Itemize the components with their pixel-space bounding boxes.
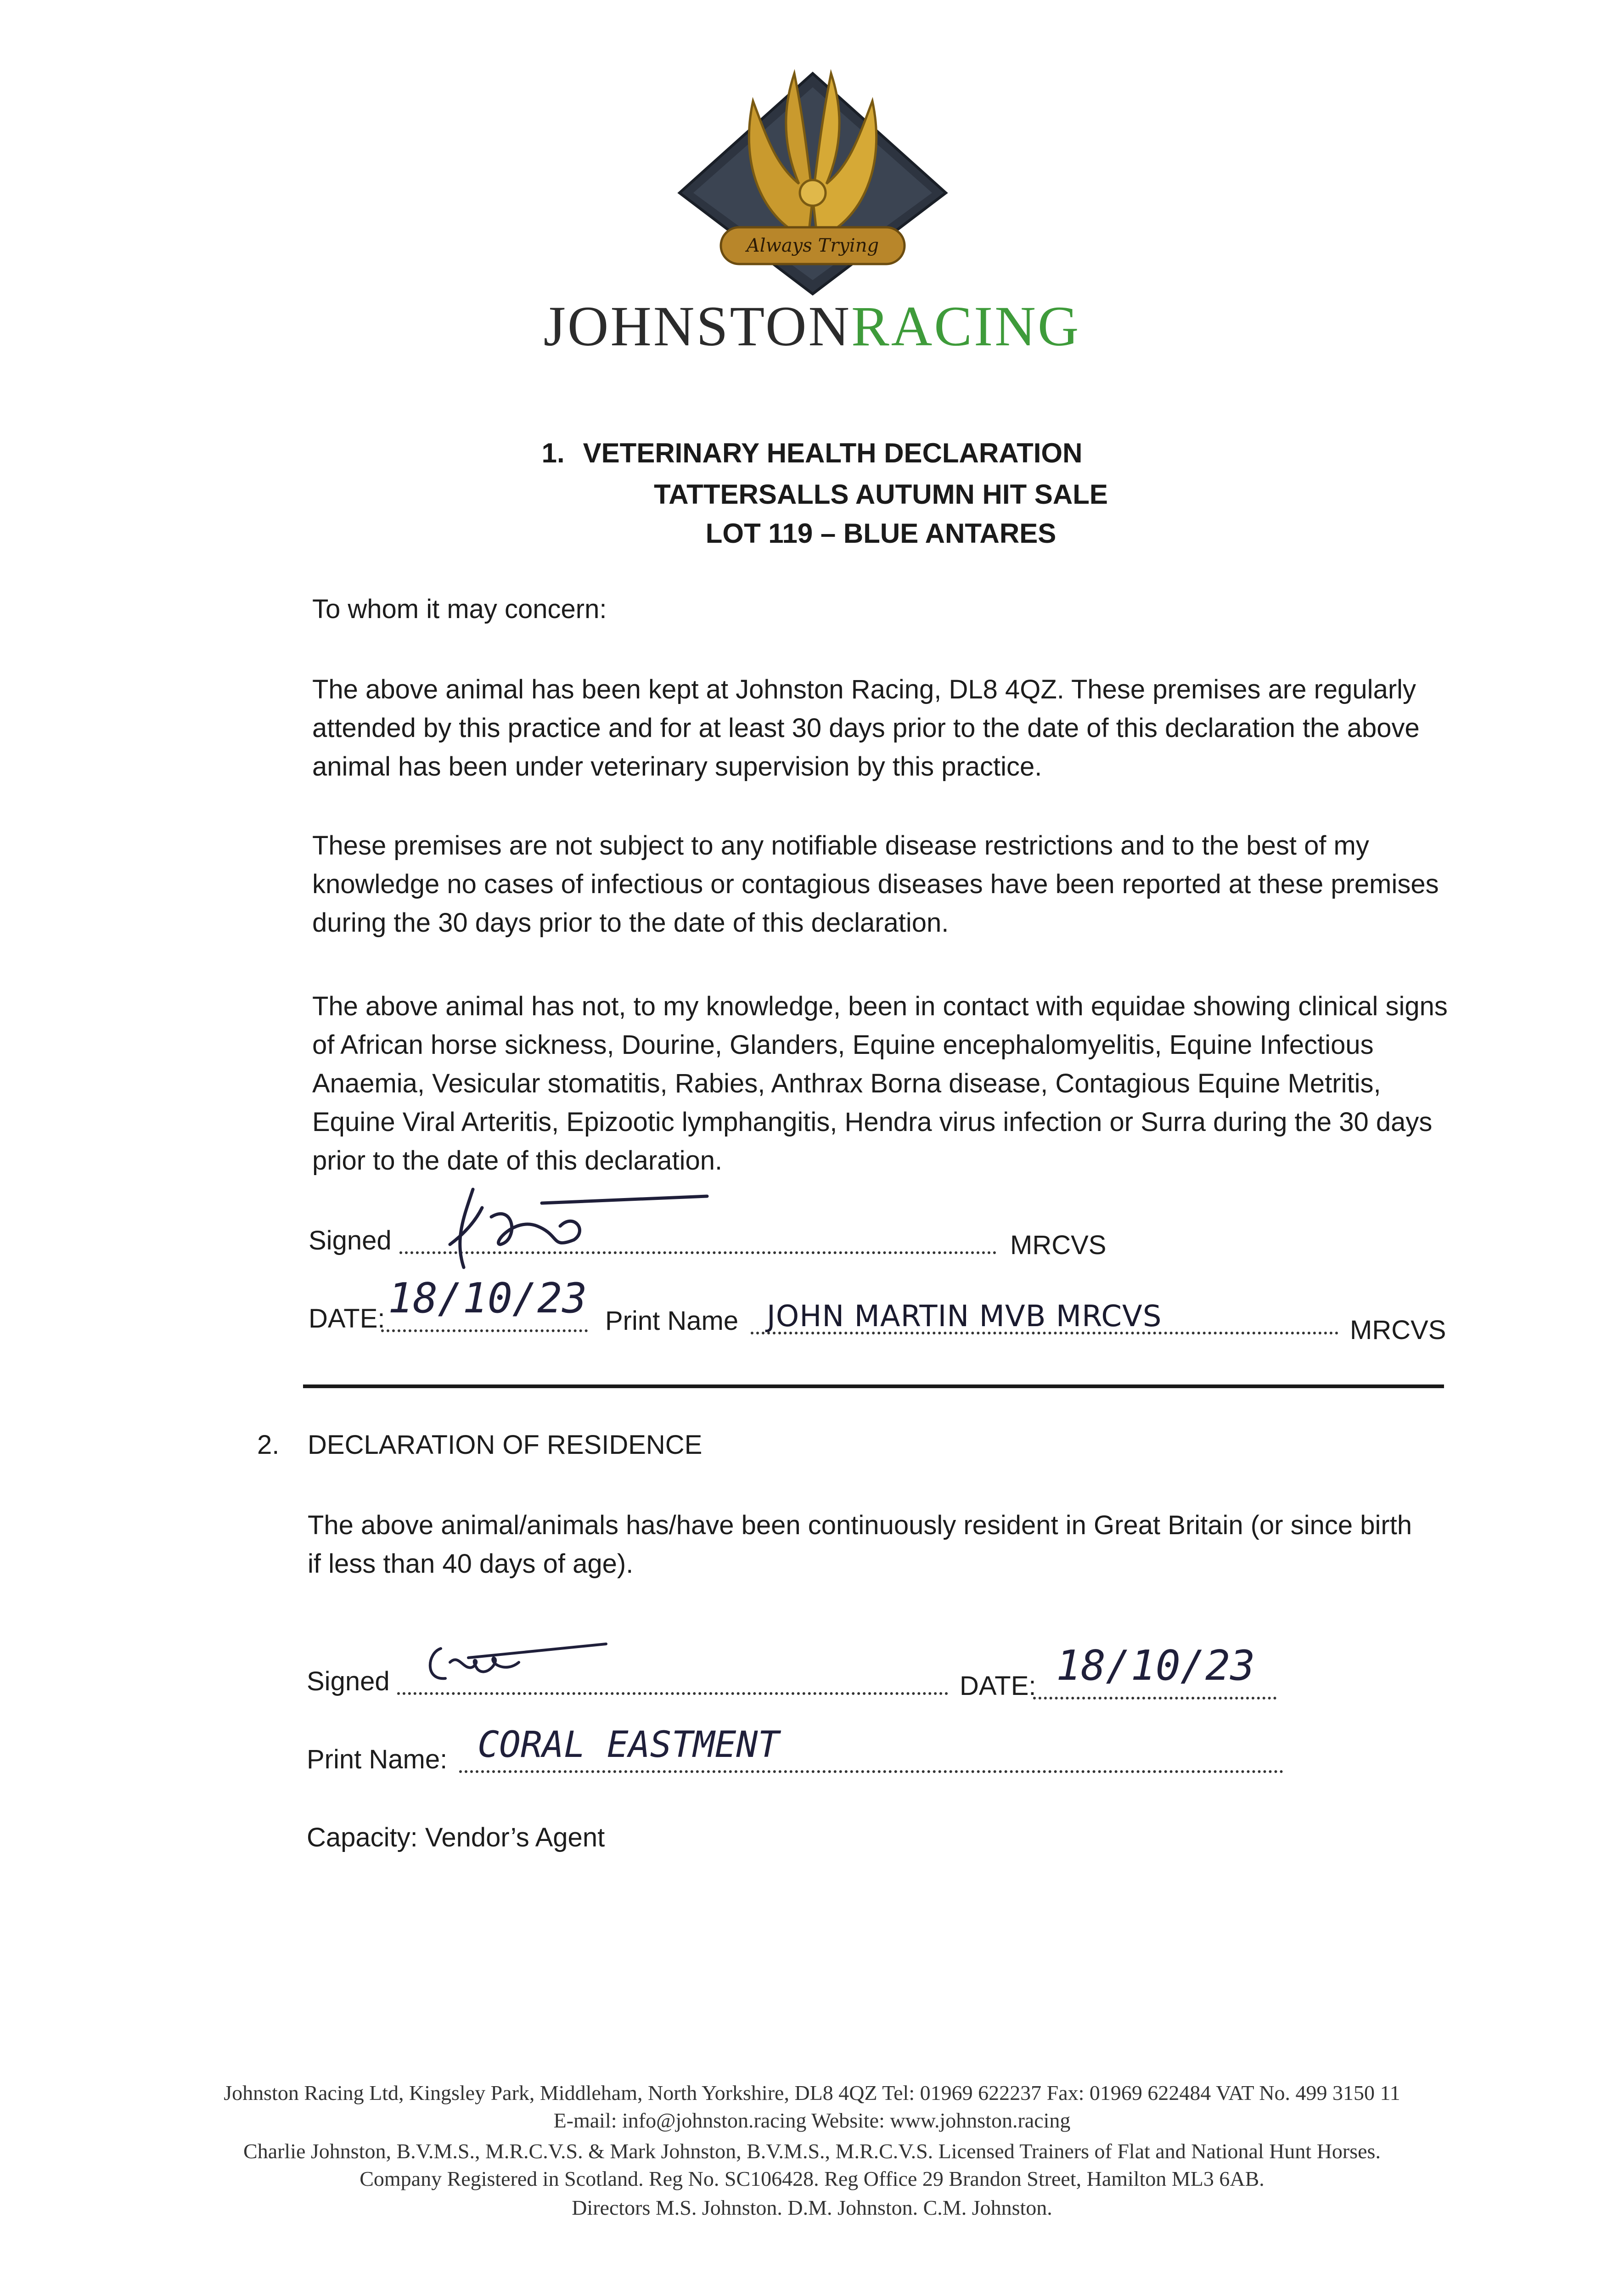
section1-lot: LOT 119 – BLUE ANTARES: [705, 518, 1056, 549]
section1-heading: [0, 434, 1624, 473]
footer-directors: Directors M.S. Johnston. D.M. Johnston. C.M. Johnston.: [572, 2196, 1052, 2219]
agent-signed-label: Signed: [307, 1666, 390, 1696]
vet-mrcvs-label-1: MRCVS: [1010, 1230, 1107, 1260]
capacity-text: Capacity: Vendor’s Agent: [307, 1823, 605, 1852]
brand-dark-text: JOHNSTON: [543, 295, 852, 358]
vet-print-name-label: Print Name: [605, 1306, 739, 1336]
logo-motto: Always Trying: [746, 235, 879, 256]
footer-address: Johnston Racing Ltd, Kingsley Park, Middleham, North Yorkshire, DL8 4QZ Tel: 01969 622237 Fax: 01969 622484 VAT No. 499 3150 11: [224, 2081, 1400, 2105]
vet-date-line: [381, 1329, 588, 1332]
agent-date-line: [1033, 1697, 1276, 1699]
section1-title: VETERINARY HEALTH DECLARATION: [583, 438, 1083, 468]
vet-date-label: DATE:: [309, 1304, 385, 1334]
paragraph-diseases: The above animal has not, to my knowledge, been in contact with equidae showing clinical signs of African horse sickness, Dourine, Glanders, Equine encephalomyelitis, Equine Infectious Anaemia, Vesicular stomatitis, Rabies, Anthrax Borna disease, Contagious Equine Metritis, Equine Viral Arteritis, Epizootic lymphangitis, Hendra virus infection or Surra during the 30 days prior to the date of this declaration.: [312, 991, 1448, 1176]
residence-paragraph: The above animal/animals has/have been continuously resident in Great Britain (or since birth if less than 40 days of age).: [308, 1510, 1412, 1579]
salutation: To whom it may concern:: [312, 594, 607, 624]
section-divider: [303, 1384, 1444, 1388]
footer-registration: Company Registered in Scotland. Reg No. SC106428. Reg Office 29 Brandon Street, Hamilton ML3 6AB.: [360, 2167, 1264, 2190]
section2-title: DECLARATION OF RESIDENCE: [308, 1430, 702, 1460]
agent-print-name-value: CORAL EASTMENT: [478, 1724, 780, 1766]
vet-signature: [422, 1176, 744, 1277]
section2-number: 2.: [257, 1430, 280, 1460]
vet-date-value: 18/10/23: [388, 1274, 587, 1322]
section1-subtitle: TATTERSALLS AUTUMN HIT SALE: [654, 479, 1108, 510]
agent-date-label: DATE:: [960, 1671, 1036, 1701]
agent-print-name-line: [459, 1770, 1283, 1773]
footer-trainers: Charlie Johnston, B.V.M.S., M.R.C.V.S. & Mark Johnston, B.V.M.S., M.R.C.V.S. Licensed Trainers of Flat and National Hunt Horses.: [243, 2139, 1381, 2163]
winged-emblem-icon: [661, 46, 964, 303]
footer-contact: E-mail: info@johnston.racing Website: www.johnston.racing: [553, 2109, 1071, 2132]
brand-green-text: RACING: [851, 295, 1081, 358]
vet-mrcvs-label-2: MRCVS: [1350, 1315, 1446, 1345]
brand-wordmark: [0, 294, 1624, 359]
company-logo: [661, 46, 964, 303]
agent-print-name-label: Print Name:: [307, 1745, 448, 1774]
section1-number: 1.: [541, 438, 565, 468]
agent-date-value: 18/10/23: [1056, 1642, 1255, 1690]
paragraph-notifiable: These premises are not subject to any notifiable disease restrictions and to the best of my knowledge no cases of infectious or contagious diseases have been reported at these premises during the 30 days prior to the date of this declaration.: [312, 831, 1439, 938]
agent-signature: [413, 1635, 620, 1699]
paragraph-premises: The above animal has been kept at Johnston Racing, DL8 4QZ. These premises are regularly attended by this practice and for at least 30 days prior to the date of this declaration the above animal has been under veterinary supervision by this practice.: [312, 675, 1420, 782]
vet-print-name-value: JOHN MARTIN MVB MRCVS: [767, 1300, 1162, 1334]
vet-signed-label: Signed: [309, 1226, 392, 1255]
